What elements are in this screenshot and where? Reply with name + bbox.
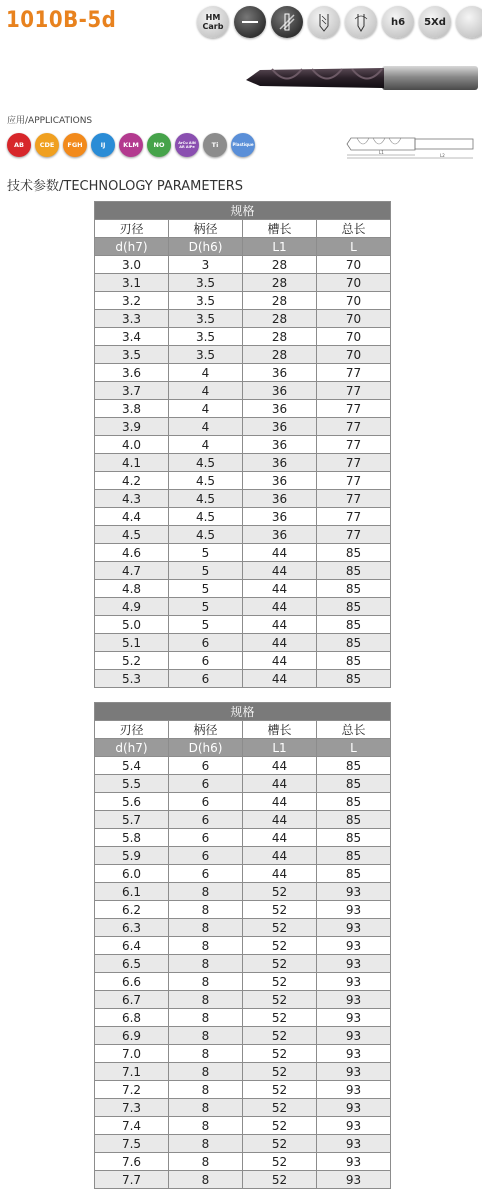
cell-flute-length: 52 [243, 1045, 317, 1063]
table-row [95, 973, 391, 991]
table-row [95, 1027, 391, 1045]
cell-shank-diameter: 5 [169, 616, 243, 634]
column-symbol-l: L [317, 739, 391, 757]
cell-shank-diameter: 8 [169, 1153, 243, 1171]
cell-overall-length: 85 [317, 829, 391, 847]
cell-cutting-diameter: 6.9 [95, 1027, 169, 1045]
table-row [95, 292, 391, 310]
cell-cutting-diameter: 3.7 [95, 382, 169, 400]
application-nonferrous-icon: ArCu AlN AR AlPe [175, 133, 199, 157]
table-row [95, 634, 391, 652]
cell-cutting-diameter: 3.8 [95, 400, 169, 418]
cell-flute-length: 52 [243, 973, 317, 991]
table-row [95, 1081, 391, 1099]
table-row [95, 652, 391, 670]
cell-shank-diameter: 8 [169, 955, 243, 973]
cell-cutting-diameter: 5.0 [95, 616, 169, 634]
cell-overall-length: 93 [317, 919, 391, 937]
cell-shank-diameter: 4.5 [169, 472, 243, 490]
cell-flute-length: 36 [243, 454, 317, 472]
cell-shank-diameter: 6 [169, 757, 243, 775]
cell-overall-length: 70 [317, 274, 391, 292]
cell-shank-diameter: 6 [169, 865, 243, 883]
table-row [95, 1117, 391, 1135]
cell-overall-length: 70 [317, 346, 391, 364]
cell-flute-length: 36 [243, 472, 317, 490]
cell-shank-diameter: 3.5 [169, 274, 243, 292]
table-group-header: 规格 [95, 703, 391, 721]
cell-flute-length: 44 [243, 652, 317, 670]
cell-cutting-diameter: 5.9 [95, 847, 169, 865]
application-cde-icon: CDE [35, 133, 59, 157]
cell-overall-length: 93 [317, 1081, 391, 1099]
table-row [95, 919, 391, 937]
cell-flute-length: 44 [243, 847, 317, 865]
cell-overall-length: 77 [317, 382, 391, 400]
table-row [95, 1153, 391, 1171]
cell-cutting-diameter: 7.6 [95, 1153, 169, 1171]
cell-flute-length: 36 [243, 400, 317, 418]
cell-cutting-diameter: 7.3 [95, 1099, 169, 1117]
cell-overall-length: 93 [317, 1099, 391, 1117]
cell-overall-length: 77 [317, 454, 391, 472]
table-row [95, 454, 391, 472]
table-row [95, 1045, 391, 1063]
cell-shank-diameter: 6 [169, 829, 243, 847]
point-angle-icon [308, 6, 340, 38]
cell-shank-diameter: 4 [169, 400, 243, 418]
column-symbol-d-h6: D(h6) [169, 739, 243, 757]
cell-overall-length: 85 [317, 757, 391, 775]
cell-overall-length: 77 [317, 436, 391, 454]
hm-carb-icon: HM Carb [197, 6, 229, 38]
cell-shank-diameter: 8 [169, 1063, 243, 1081]
table-body [95, 256, 391, 688]
cell-cutting-diameter: 6.8 [95, 1009, 169, 1027]
table-row [95, 472, 391, 490]
cell-cutting-diameter: 3.5 [95, 346, 169, 364]
cell-cutting-diameter: 4.6 [95, 544, 169, 562]
cell-overall-length: 70 [317, 256, 391, 274]
cell-cutting-diameter: 3.4 [95, 328, 169, 346]
cell-shank-diameter: 8 [169, 1117, 243, 1135]
column-header-flute-length: 槽长 [243, 220, 317, 238]
table-row [95, 1135, 391, 1153]
coated-shank-icon [271, 6, 303, 38]
cell-overall-length: 93 [317, 1045, 391, 1063]
cell-cutting-diameter: 3.6 [95, 364, 169, 382]
table-body [95, 757, 391, 1189]
cell-shank-diameter: 8 [169, 1081, 243, 1099]
schematic-label-l1: L1 [379, 150, 384, 155]
table-row [95, 829, 391, 847]
cell-flute-length: 44 [243, 865, 317, 883]
cell-shank-diameter: 6 [169, 652, 243, 670]
cell-cutting-diameter: 6.0 [95, 865, 169, 883]
table-row [95, 883, 391, 901]
schematic-label-l2: L2 [440, 153, 445, 158]
product-title: 1010B-5d [6, 8, 117, 33]
cell-flute-length: 36 [243, 382, 317, 400]
table-row [95, 490, 391, 508]
applications-label: 应用/APPLICATIONS [7, 116, 93, 126]
column-symbol-d-h7: d(h7) [95, 739, 169, 757]
cell-shank-diameter: 4.5 [169, 526, 243, 544]
table-row [95, 364, 391, 382]
cell-flute-length: 36 [243, 418, 317, 436]
cell-flute-length: 36 [243, 436, 317, 454]
cell-cutting-diameter: 7.0 [95, 1045, 169, 1063]
cell-cutting-diameter: 7.7 [95, 1171, 169, 1189]
cell-overall-length: 85 [317, 775, 391, 793]
cell-overall-length: 85 [317, 652, 391, 670]
cell-cutting-diameter: 6.7 [95, 991, 169, 1009]
cell-cutting-diameter: 6.6 [95, 973, 169, 991]
cell-cutting-diameter: 4.1 [95, 454, 169, 472]
cell-cutting-diameter: 5.6 [95, 793, 169, 811]
helix-angle-icon [345, 6, 377, 38]
cell-shank-diameter: 8 [169, 991, 243, 1009]
column-symbol-d-h6: D(h6) [169, 238, 243, 256]
cell-overall-length: 70 [317, 328, 391, 346]
cell-shank-diameter: 5 [169, 580, 243, 598]
cell-shank-diameter: 5 [169, 598, 243, 616]
table-row [95, 616, 391, 634]
cell-overall-length: 93 [317, 955, 391, 973]
column-header-shank-diameter: 柄径 [169, 721, 243, 739]
cell-shank-diameter: 4.5 [169, 454, 243, 472]
cell-cutting-diameter: 4.7 [95, 562, 169, 580]
cell-overall-length: 77 [317, 490, 391, 508]
application-klm-icon: KLM [119, 133, 143, 157]
table-row [95, 757, 391, 775]
drill-schematic [345, 130, 477, 160]
table-row [95, 544, 391, 562]
table-row [95, 670, 391, 688]
cell-shank-diameter: 8 [169, 901, 243, 919]
cell-cutting-diameter: 4.4 [95, 508, 169, 526]
drill-image [242, 58, 480, 98]
cell-flute-length: 28 [243, 274, 317, 292]
cell-overall-length: 93 [317, 973, 391, 991]
cell-overall-length: 93 [317, 1135, 391, 1153]
cell-flute-length: 44 [243, 634, 317, 652]
cell-cutting-diameter: 7.1 [95, 1063, 169, 1081]
cell-shank-diameter: 3.5 [169, 310, 243, 328]
table-row [95, 847, 391, 865]
cell-flute-length: 44 [243, 562, 317, 580]
table-row [95, 598, 391, 616]
cell-shank-diameter: 4 [169, 418, 243, 436]
application-no-icon: NO [147, 133, 171, 157]
cell-cutting-diameter: 6.1 [95, 883, 169, 901]
cell-flute-length: 28 [243, 256, 317, 274]
cell-shank-diameter: 5 [169, 562, 243, 580]
straight-shank-icon [234, 6, 266, 38]
cell-overall-length: 77 [317, 364, 391, 382]
table-row [95, 562, 391, 580]
cell-shank-diameter: 6 [169, 634, 243, 652]
cell-overall-length: 77 [317, 418, 391, 436]
cell-flute-length: 28 [243, 310, 317, 328]
table-row [95, 436, 391, 454]
depth-5xd-icon: 5Xd [419, 6, 451, 38]
table-row [95, 811, 391, 829]
cell-overall-length: 93 [317, 1153, 391, 1171]
column-header-overall-length: 总长 [317, 721, 391, 739]
blank-icon [456, 6, 482, 38]
cell-overall-length: 85 [317, 634, 391, 652]
cell-flute-length: 52 [243, 1081, 317, 1099]
cell-flute-length: 44 [243, 616, 317, 634]
cell-flute-length: 52 [243, 1171, 317, 1189]
cell-overall-length: 93 [317, 1009, 391, 1027]
cell-flute-length: 44 [243, 598, 317, 616]
cell-flute-length: 28 [243, 292, 317, 310]
feature-badges [197, 6, 482, 38]
column-symbol-l: L [317, 238, 391, 256]
cell-shank-diameter: 3.5 [169, 328, 243, 346]
cell-shank-diameter: 6 [169, 670, 243, 688]
cell-overall-length: 93 [317, 991, 391, 1009]
table-row [95, 346, 391, 364]
cell-flute-length: 52 [243, 901, 317, 919]
table-row [95, 1009, 391, 1027]
cell-shank-diameter: 4.5 [169, 490, 243, 508]
column-header-flute-length: 槽长 [243, 721, 317, 739]
cell-flute-length: 52 [243, 1009, 317, 1027]
cell-cutting-diameter: 3.0 [95, 256, 169, 274]
table-row [95, 418, 391, 436]
table-row [95, 1063, 391, 1081]
cell-flute-length: 36 [243, 508, 317, 526]
table-row [95, 400, 391, 418]
cell-flute-length: 44 [243, 670, 317, 688]
cell-shank-diameter: 3.5 [169, 292, 243, 310]
cell-shank-diameter: 3.5 [169, 346, 243, 364]
cell-cutting-diameter: 5.3 [95, 670, 169, 688]
application-ti-icon: Ti [203, 133, 227, 157]
column-header-shank-diameter: 柄径 [169, 220, 243, 238]
cell-flute-length: 52 [243, 1063, 317, 1081]
cell-flute-length: 52 [243, 1153, 317, 1171]
cell-flute-length: 52 [243, 1027, 317, 1045]
cell-cutting-diameter: 5.1 [95, 634, 169, 652]
cell-overall-length: 85 [317, 544, 391, 562]
cell-overall-length: 93 [317, 1117, 391, 1135]
cell-shank-diameter: 8 [169, 1027, 243, 1045]
applications-list [7, 133, 255, 157]
cell-flute-length: 52 [243, 937, 317, 955]
cell-overall-length: 77 [317, 508, 391, 526]
column-symbol-d-h7: d(h7) [95, 238, 169, 256]
column-header-cutting-diameter: 刃径 [95, 220, 169, 238]
cell-flute-length: 28 [243, 346, 317, 364]
cell-flute-length: 52 [243, 991, 317, 1009]
application-ij-icon: IJ [91, 133, 115, 157]
cell-shank-diameter: 8 [169, 1045, 243, 1063]
cell-overall-length: 93 [317, 937, 391, 955]
cell-flute-length: 36 [243, 526, 317, 544]
table-row [95, 937, 391, 955]
table-row [95, 991, 391, 1009]
cell-flute-length: 36 [243, 490, 317, 508]
cell-overall-length: 85 [317, 580, 391, 598]
cell-shank-diameter: 8 [169, 1171, 243, 1189]
cell-overall-length: 70 [317, 292, 391, 310]
table-row [95, 580, 391, 598]
cell-shank-diameter: 6 [169, 811, 243, 829]
table-row [95, 328, 391, 346]
cell-overall-length: 93 [317, 1063, 391, 1081]
cell-shank-diameter: 4 [169, 436, 243, 454]
column-symbol-l1: L1 [243, 739, 317, 757]
cell-cutting-diameter: 3.3 [95, 310, 169, 328]
cell-shank-diameter: 6 [169, 847, 243, 865]
parameters-table-1 [94, 201, 391, 688]
cell-shank-diameter: 4 [169, 364, 243, 382]
cell-flute-length: 44 [243, 580, 317, 598]
table-row [95, 256, 391, 274]
cell-cutting-diameter: 5.7 [95, 811, 169, 829]
cell-cutting-diameter: 3.9 [95, 418, 169, 436]
cell-shank-diameter: 6 [169, 793, 243, 811]
cell-cutting-diameter: 7.2 [95, 1081, 169, 1099]
application-fgh-icon: FGH [63, 133, 87, 157]
table-group-header: 规格 [95, 202, 391, 220]
cell-cutting-diameter: 4.8 [95, 580, 169, 598]
cell-overall-length: 85 [317, 670, 391, 688]
table-row [95, 382, 391, 400]
tolerance-h6-icon: h6 [382, 6, 414, 38]
cell-overall-length: 70 [317, 310, 391, 328]
cell-cutting-diameter: 5.5 [95, 775, 169, 793]
cell-shank-diameter: 8 [169, 1135, 243, 1153]
cell-cutting-diameter: 4.0 [95, 436, 169, 454]
table-row [95, 865, 391, 883]
table-row [95, 1171, 391, 1189]
cell-cutting-diameter: 3.2 [95, 292, 169, 310]
cell-cutting-diameter: 6.5 [95, 955, 169, 973]
cell-cutting-diameter: 4.2 [95, 472, 169, 490]
cell-shank-diameter: 8 [169, 1009, 243, 1027]
cell-overall-length: 85 [317, 562, 391, 580]
column-header-cutting-diameter: 刃径 [95, 721, 169, 739]
cell-shank-diameter: 8 [169, 883, 243, 901]
cell-flute-length: 44 [243, 793, 317, 811]
cell-overall-length: 77 [317, 400, 391, 418]
table-row [95, 793, 391, 811]
cell-flute-length: 52 [243, 1117, 317, 1135]
cell-cutting-diameter: 7.5 [95, 1135, 169, 1153]
cell-shank-diameter: 5 [169, 544, 243, 562]
cell-shank-diameter: 8 [169, 937, 243, 955]
cell-shank-diameter: 4.5 [169, 508, 243, 526]
cell-flute-length: 44 [243, 811, 317, 829]
cell-overall-length: 85 [317, 598, 391, 616]
table-row [95, 775, 391, 793]
cell-cutting-diameter: 5.2 [95, 652, 169, 670]
cell-cutting-diameter: 4.3 [95, 490, 169, 508]
table-row [95, 310, 391, 328]
table-row [95, 508, 391, 526]
cell-flute-length: 44 [243, 829, 317, 847]
cell-shank-diameter: 4 [169, 382, 243, 400]
cell-shank-diameter: 3 [169, 256, 243, 274]
column-symbol-l1: L1 [243, 238, 317, 256]
cell-flute-length: 44 [243, 544, 317, 562]
column-header-overall-length: 总长 [317, 220, 391, 238]
application-plastique-icon: Plastique [231, 133, 255, 157]
cell-flute-length: 28 [243, 328, 317, 346]
cell-flute-length: 36 [243, 364, 317, 382]
cell-cutting-diameter: 5.8 [95, 829, 169, 847]
application-ab-icon: AB [7, 133, 31, 157]
cell-cutting-diameter: 6.3 [95, 919, 169, 937]
cell-overall-length: 93 [317, 1027, 391, 1045]
cell-cutting-diameter: 4.5 [95, 526, 169, 544]
cell-overall-length: 85 [317, 616, 391, 634]
cell-shank-diameter: 8 [169, 973, 243, 991]
cell-overall-length: 93 [317, 883, 391, 901]
table-row [95, 1099, 391, 1117]
cell-shank-diameter: 8 [169, 919, 243, 937]
cell-flute-length: 52 [243, 1135, 317, 1153]
cell-overall-length: 93 [317, 901, 391, 919]
cell-overall-length: 93 [317, 1171, 391, 1189]
cell-overall-length: 77 [317, 472, 391, 490]
cell-flute-length: 52 [243, 1099, 317, 1117]
cell-flute-length: 52 [243, 955, 317, 973]
cell-cutting-diameter: 4.9 [95, 598, 169, 616]
cell-cutting-diameter: 3.1 [95, 274, 169, 292]
parameters-table-2 [94, 702, 391, 1189]
cell-flute-length: 44 [243, 757, 317, 775]
cell-flute-length: 52 [243, 883, 317, 901]
cell-overall-length: 85 [317, 847, 391, 865]
table-row [95, 274, 391, 292]
cell-flute-length: 52 [243, 919, 317, 937]
cell-overall-length: 77 [317, 526, 391, 544]
cell-shank-diameter: 6 [169, 775, 243, 793]
table-row [95, 901, 391, 919]
cell-overall-length: 85 [317, 811, 391, 829]
table-row [95, 955, 391, 973]
cell-cutting-diameter: 7.4 [95, 1117, 169, 1135]
cell-flute-length: 44 [243, 775, 317, 793]
cell-overall-length: 85 [317, 793, 391, 811]
cell-cutting-diameter: 5.4 [95, 757, 169, 775]
technology-parameters-label: 技术参数/TECHNOLOGY PARAMETERS [7, 179, 244, 194]
cell-cutting-diameter: 6.4 [95, 937, 169, 955]
cell-cutting-diameter: 6.2 [95, 901, 169, 919]
cell-shank-diameter: 8 [169, 1099, 243, 1117]
cell-overall-length: 85 [317, 865, 391, 883]
table-row [95, 526, 391, 544]
